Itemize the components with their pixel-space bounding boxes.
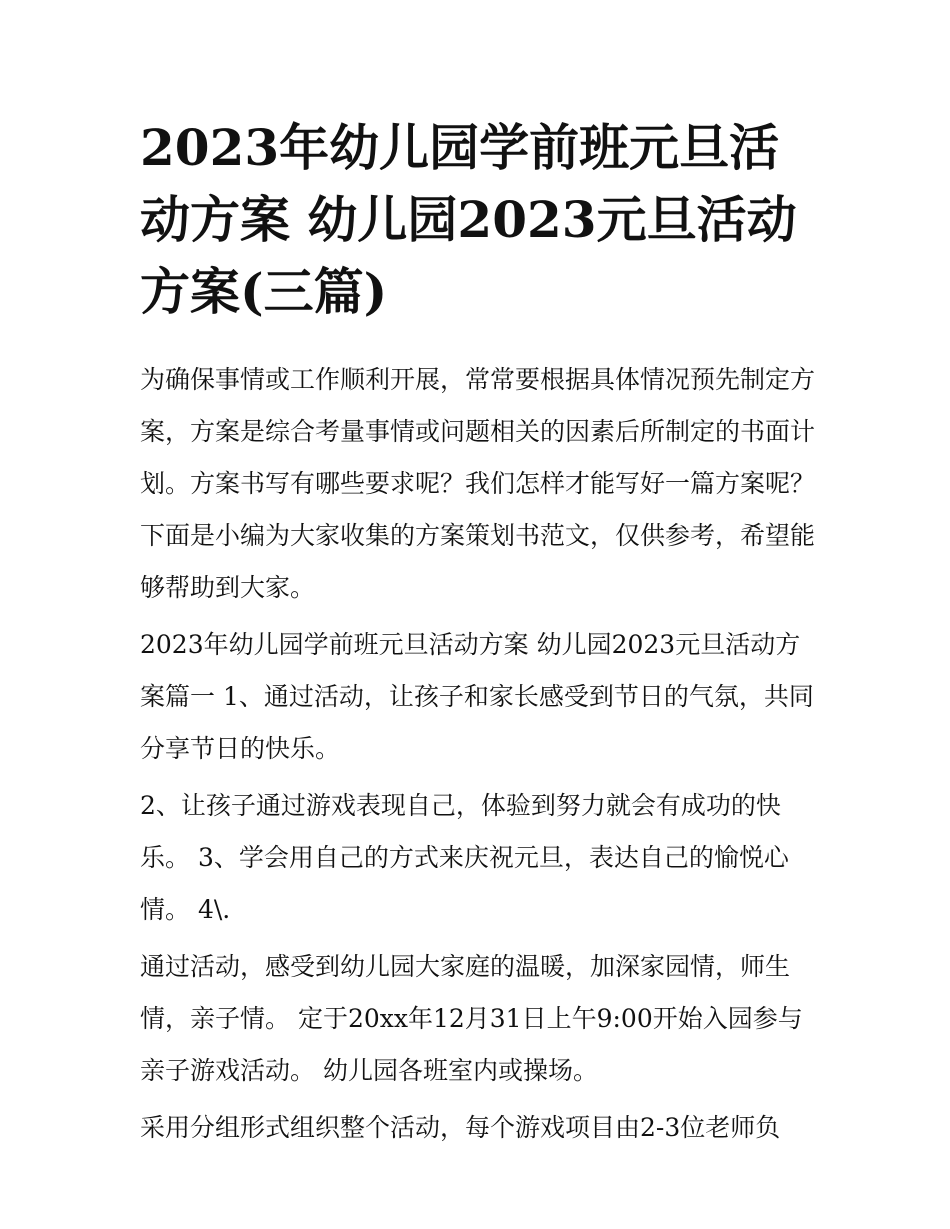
document-title: 2023年幼儿园学前班元旦活动方案 幼儿园2023元旦活动方案(三篇) <box>140 118 797 321</box>
paragraph-organization: 采用分组形式组织整个活动，每个游戏项目由2-3位老师负 <box>140 1113 781 1142</box>
paragraph-section-one: 2023年幼儿园学前班元旦活动方案 幼儿园2023元旦活动方案篇一 1、通过活动，让孩子和家长感受到节日的气氛，共同分享节日的快乐。 <box>140 630 814 763</box>
paragraph-time-place: 通过活动，感受到幼儿园大家庭的温暖，加深家园情，师生情，亲子情。 定于20xx年12月31日上午9:00开始入园参与亲子游戏活动。 幼儿园各班室内或操场。 <box>140 952 803 1085</box>
paragraph-goals: 2、让孩子通过游戏表现自己，体验到努力就会有成功的快乐。 3、学会用自己的方式来庆祝元旦，表达自己的愉悦心情。 4\. <box>140 791 789 924</box>
paragraph-intro: 为确保事情或工作顺利开展，常常要根据具体情况预先制定方案，方案是综合考量事情或问题相关的因素后所制定的书面计划。方案书写有哪些要求呢？我们怎样才能写好一篇方案呢？下面是小编为大家收集的方案策划书范文，仅供参考，希望能够帮助到大家。 <box>140 365 816 602</box>
document-body <box>140 354 820 1159</box>
